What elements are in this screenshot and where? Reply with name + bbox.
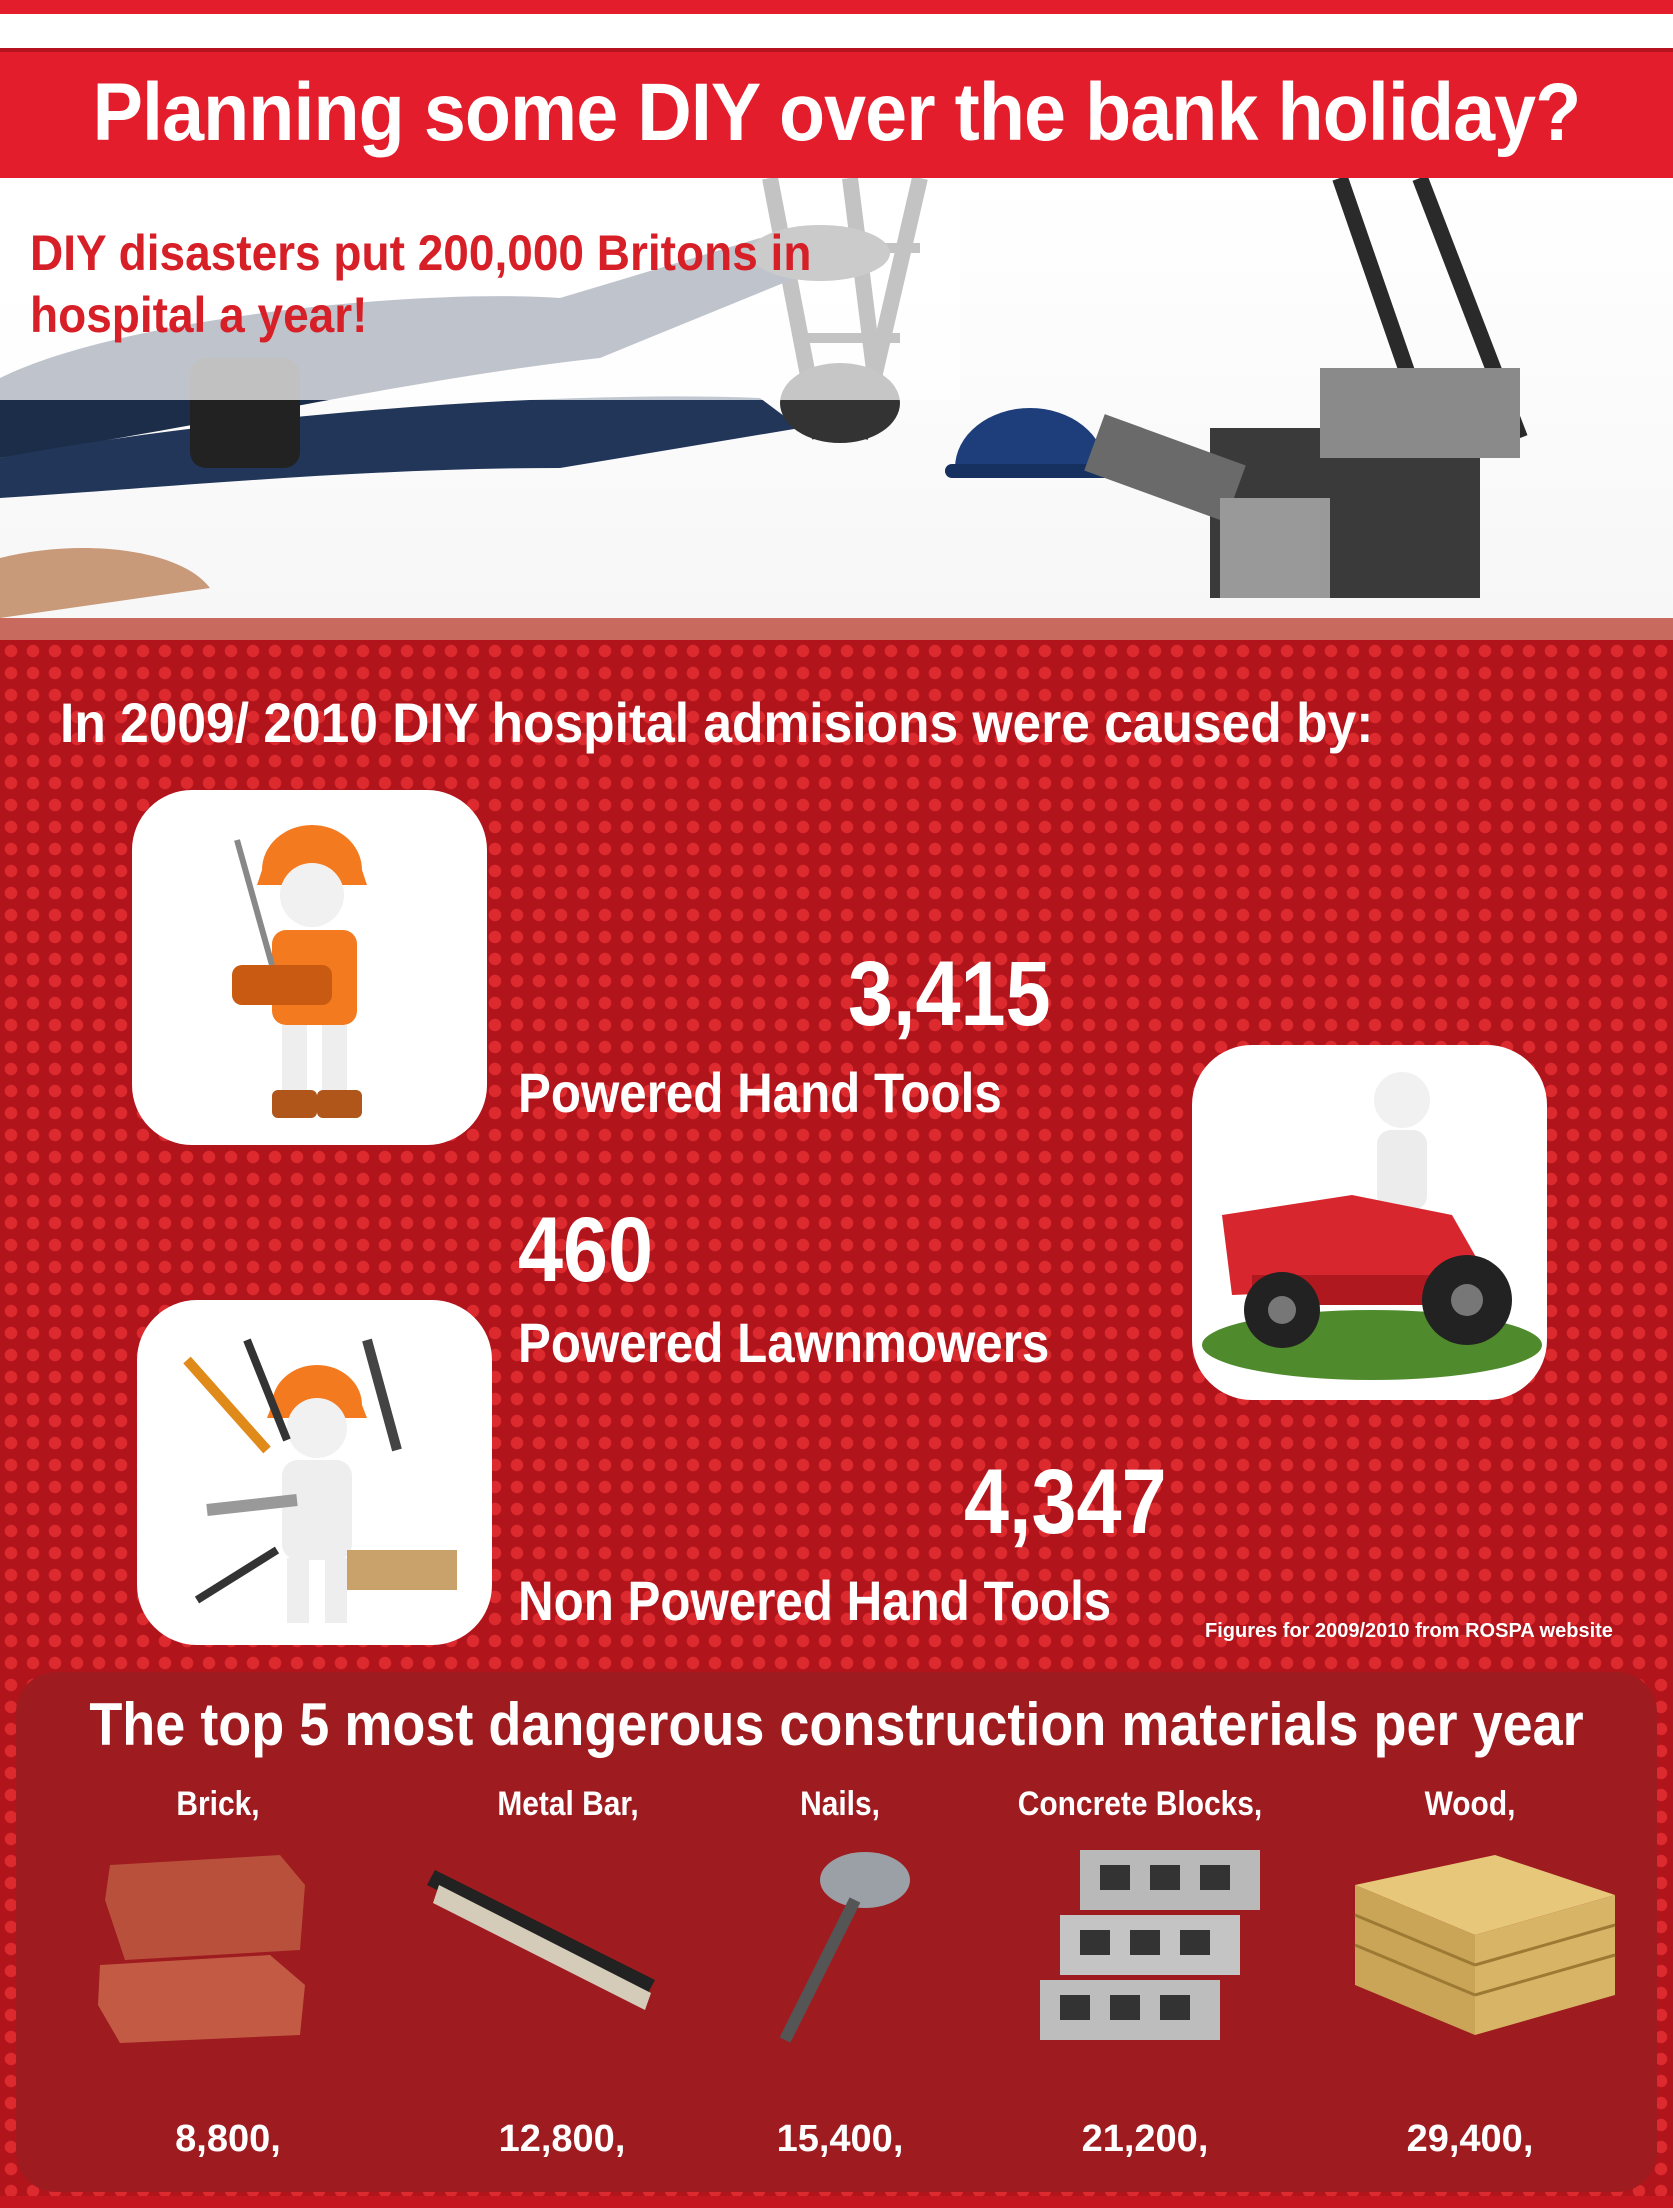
power-tool-worker-card xyxy=(132,790,487,1145)
material-name-nails: Nails, xyxy=(800,1785,880,1823)
stat-label-powered-hand-tools: Powered Hand Tools xyxy=(518,1061,1002,1124)
stat-label-powered-lawnmowers: Powered Lawnmowers xyxy=(518,1311,1050,1374)
stat-label-non-powered-hand-tools: Non Powered Hand Tools xyxy=(518,1569,1112,1632)
section-divider xyxy=(0,618,1673,640)
subtitle: DIY disasters put 200,000 Britons in hospital a year! xyxy=(30,225,812,343)
lawnmower-card xyxy=(1192,1045,1547,1400)
stats-heading: In 2009/ 2010 DIY hospital admisions were caused by: xyxy=(60,691,1374,754)
material-name-brick: Brick, xyxy=(176,1785,260,1823)
metal-bar-icon xyxy=(425,1845,665,2045)
material-name-wood: Wood, xyxy=(1424,1785,1516,1823)
brick-icon xyxy=(90,1845,320,2045)
concrete-blocks-icon xyxy=(1020,1845,1280,2055)
nail-icon xyxy=(760,1845,920,2045)
material-value-wood: 29,400, xyxy=(1406,2118,1534,2160)
power-drill-worker-icon xyxy=(132,790,487,1145)
lawnmower-icon xyxy=(1192,1045,1547,1400)
top-accent-strip xyxy=(0,0,1673,14)
material-name-concrete-blocks: Concrete Blocks, xyxy=(1017,1785,1263,1823)
material-name-metal-bar: Metal Bar, xyxy=(497,1785,639,1823)
stat-value-non-powered-hand-tools: 4,347 xyxy=(964,1451,1167,1553)
materials-heading: The top 5 most dangerous construction materials per year xyxy=(89,1691,1584,1758)
material-value-concrete-blocks: 21,200, xyxy=(1081,2118,1209,2160)
hand-tools-worker-icon xyxy=(137,1300,492,1645)
source-note: Figures for 2009/2010 from ROSPA website xyxy=(1205,1620,1613,1642)
page-title: Planning some DIY over the bank holiday? xyxy=(92,67,1581,158)
material-value-brick: 8,800, xyxy=(175,2118,281,2160)
material-value-nails: 15,400, xyxy=(776,2118,904,2160)
material-value-metal-bar: 12,800, xyxy=(498,2118,626,2160)
bottom-accent-strip xyxy=(0,2196,1673,2208)
hand-tool-worker-card xyxy=(137,1300,492,1645)
stat-value-powered-hand-tools: 3,415 xyxy=(848,943,1051,1045)
stat-value-powered-lawnmowers: 460 xyxy=(518,1199,654,1301)
wood-planks-icon xyxy=(1345,1845,1625,2045)
